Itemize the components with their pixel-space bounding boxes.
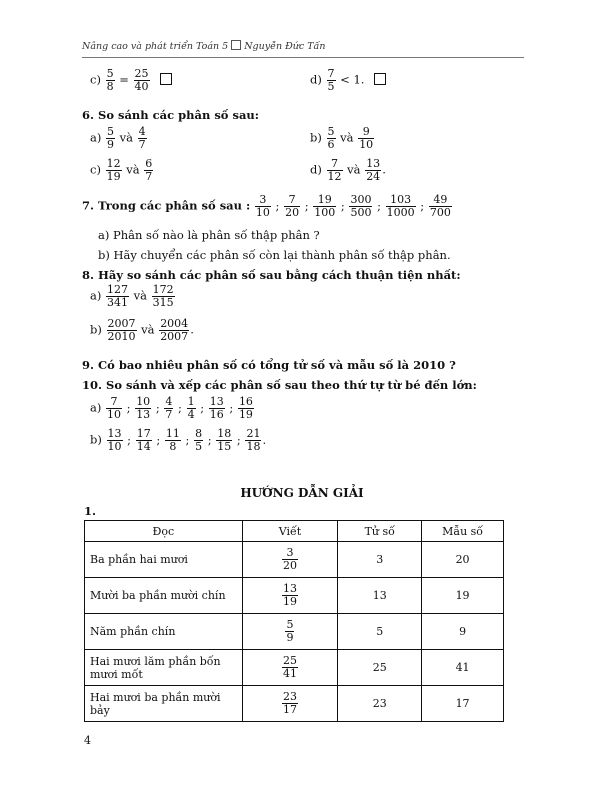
fraction: $\frac{300}{500}$ bbox=[350, 193, 372, 219]
answer-checkbox[interactable] bbox=[160, 73, 172, 85]
fraction: $\frac{21}{18}$ bbox=[246, 427, 261, 453]
cell-read: Hai mươi ba phần mười bảy bbox=[85, 686, 243, 722]
cell-numerator: 25 bbox=[338, 650, 422, 686]
cell-numerator: 3 bbox=[338, 542, 422, 578]
fraction: $\frac{10}{13}$ bbox=[136, 395, 151, 421]
cell-write bbox=[242, 650, 338, 686]
fraction: $\frac{3}{20}$ bbox=[282, 546, 297, 572]
fraction: $\frac{18}{15}$ bbox=[217, 427, 232, 453]
header-separator-icon bbox=[231, 40, 241, 50]
cell-numerator: 23 bbox=[338, 686, 422, 722]
table-row bbox=[85, 614, 504, 650]
fraction: $\frac{13}{16}$ bbox=[209, 395, 224, 421]
fraction: $\frac{8}{5}$ bbox=[195, 427, 203, 453]
table-row bbox=[85, 686, 504, 722]
cell-read: Ba phần hai mươi bbox=[85, 542, 243, 578]
fraction: $\frac{4}{7}$ bbox=[165, 395, 173, 421]
header-author: Nguyễn Đức Tấn bbox=[244, 41, 326, 52]
cell-read: Mười ba phần mười chín bbox=[85, 578, 243, 614]
fraction: $\frac{1}{4}$ bbox=[187, 395, 195, 421]
ex7-question-a: a) Phân số nào là phân số thập phân ? bbox=[98, 228, 320, 242]
cell-denominator: 17 bbox=[422, 686, 504, 722]
table-row bbox=[85, 578, 504, 614]
fraction: $\frac{5}{8}$ bbox=[106, 67, 114, 93]
ex5-c: c) $\frac{5}{8}$ = $\frac{25}{40}$ bbox=[90, 68, 172, 93]
ex10-item-b: b) $\frac{13}{10}$ ; $\frac{17}{14}$ ; $\frac{11}{8}$ ; $\frac{8}{5}$ ; $\frac{18}{15}$ ; $\frac{21}{18}$ . bbox=[90, 427, 267, 453]
ex7-question-b: b) Hãy chuyển các phân số còn lại thành phân số thập phân. bbox=[98, 248, 451, 262]
ex6-item-b: b) $\frac{5}{6}$ và $\frac{9}{10}$ bbox=[310, 125, 374, 151]
solution-table bbox=[84, 520, 504, 722]
cell-denominator: 20 bbox=[422, 542, 504, 578]
ex8-item-b: b) $\frac{2007}{2010}$ và $\frac{2004}{2007}$ . bbox=[90, 317, 194, 343]
ex10-title: 10. So sánh và xếp các phân số sau theo thứ tự từ bé đến lớn: bbox=[82, 378, 477, 392]
fraction: $\frac{7}{5}$ bbox=[327, 67, 335, 93]
fraction: $\frac{11}{8}$ bbox=[165, 427, 180, 453]
ex7-fraction-list: $\frac{3}{10}$ ; $\frac{7}{20}$ ; $\frac{19}{100}$ ; $\frac{300}{500}$ ; $\frac{103}{1000}$ ; $\frac{49}{700}$ bbox=[255, 193, 451, 219]
fraction: $\frac{25}{40}$ bbox=[134, 67, 149, 93]
ex8-item-a: a) $\frac{127}{341}$ và $\frac{172}{315}$ bbox=[90, 283, 174, 309]
cell-denominator: 19 bbox=[422, 578, 504, 614]
header-book-title: Nâng cao và phát triển Toán 5 bbox=[82, 41, 229, 52]
table-header-row bbox=[85, 521, 504, 542]
cell-write bbox=[242, 614, 338, 650]
page-number: 4 bbox=[84, 734, 91, 747]
table-row bbox=[85, 542, 504, 578]
fraction: $\frac{49}{700}$ bbox=[429, 193, 451, 219]
running-header bbox=[82, 40, 524, 58]
fraction: $\frac{7}{20}$ bbox=[285, 193, 300, 219]
ex6-item-c: c) $\frac{12}{19}$ và $\frac{6}{7}$ bbox=[90, 157, 153, 183]
cell-denominator: 9 bbox=[422, 614, 504, 650]
header-read: Đọc bbox=[85, 521, 243, 542]
fraction: $\frac{19}{100}$ bbox=[314, 193, 336, 219]
fraction: $\frac{13}{10}$ bbox=[107, 427, 122, 453]
fraction: $\frac{17}{14}$ bbox=[136, 427, 151, 453]
ex7-title-line: 7. Trong các phân số sau : $\frac{3}{10}$ ; $\frac{7}{20}$ ; $\frac{19}{100}$ ; $\frac{300}{500}$ ; $\frac{103}{1000}$ ; $\frac{49}{700}$ bbox=[82, 193, 451, 219]
ex6-item-a: a) $\frac{5}{9}$ và $\frac{4}{7}$ bbox=[90, 125, 146, 151]
cell-write bbox=[242, 542, 338, 578]
ex6-item-d: d) $\frac{7}{12}$ và $\frac{13}{24}$ . bbox=[310, 157, 386, 183]
cell-read: Năm phần chín bbox=[85, 614, 243, 650]
ex8-title: 8. Hãy so sánh các phân số sau bằng cách thuận tiện nhất: bbox=[82, 268, 461, 282]
fraction: $\frac{7}{10}$ bbox=[107, 395, 121, 421]
fraction: $\frac{103}{1000}$ bbox=[386, 193, 415, 219]
ex6-title: 6. So sánh các phân số sau: bbox=[82, 108, 259, 122]
fraction: $\frac{23}{17}$ bbox=[282, 690, 297, 716]
cell-numerator: 5 bbox=[338, 614, 422, 650]
fraction: $\frac{5}{9}$ bbox=[286, 618, 294, 644]
table-row bbox=[85, 650, 504, 686]
ex9-title: 9. Có bao nhiêu phân số có tổng tử số và mẫu số là 2010 ? bbox=[82, 358, 456, 372]
fraction: $\frac{3}{10}$ bbox=[255, 193, 270, 219]
header-write: Viết bbox=[242, 521, 338, 542]
fraction: $\frac{25}{41}$ bbox=[282, 654, 297, 680]
fraction: $\frac{16}{19}$ bbox=[238, 395, 253, 421]
cell-write bbox=[242, 686, 338, 722]
fraction: $\frac{13}{19}$ bbox=[282, 582, 297, 608]
cell-read: Hai mươi lăm phần bốn mươi mốt bbox=[85, 650, 243, 686]
solution-number: 1. bbox=[84, 504, 97, 518]
header-numerator: Tử số bbox=[338, 521, 422, 542]
ex5-d: d) $\frac{7}{5}$ < 1. bbox=[310, 68, 386, 93]
solutions-heading: HƯỚNG DẪN GIẢI bbox=[240, 486, 364, 500]
cell-denominator: 41 bbox=[422, 650, 504, 686]
cell-numerator: 13 bbox=[338, 578, 422, 614]
header-denominator: Mẫu số bbox=[422, 521, 504, 542]
ex10-item-a: a) $\frac{7}{10}$ ; $\frac{10}{13}$ ; $\frac{4}{7}$ ; $\frac{1}{4}$ ; $\frac{13}{16}$ ; $\frac{16}{19}$ bbox=[90, 395, 253, 421]
answer-checkbox[interactable] bbox=[374, 73, 386, 85]
cell-write bbox=[242, 578, 338, 614]
